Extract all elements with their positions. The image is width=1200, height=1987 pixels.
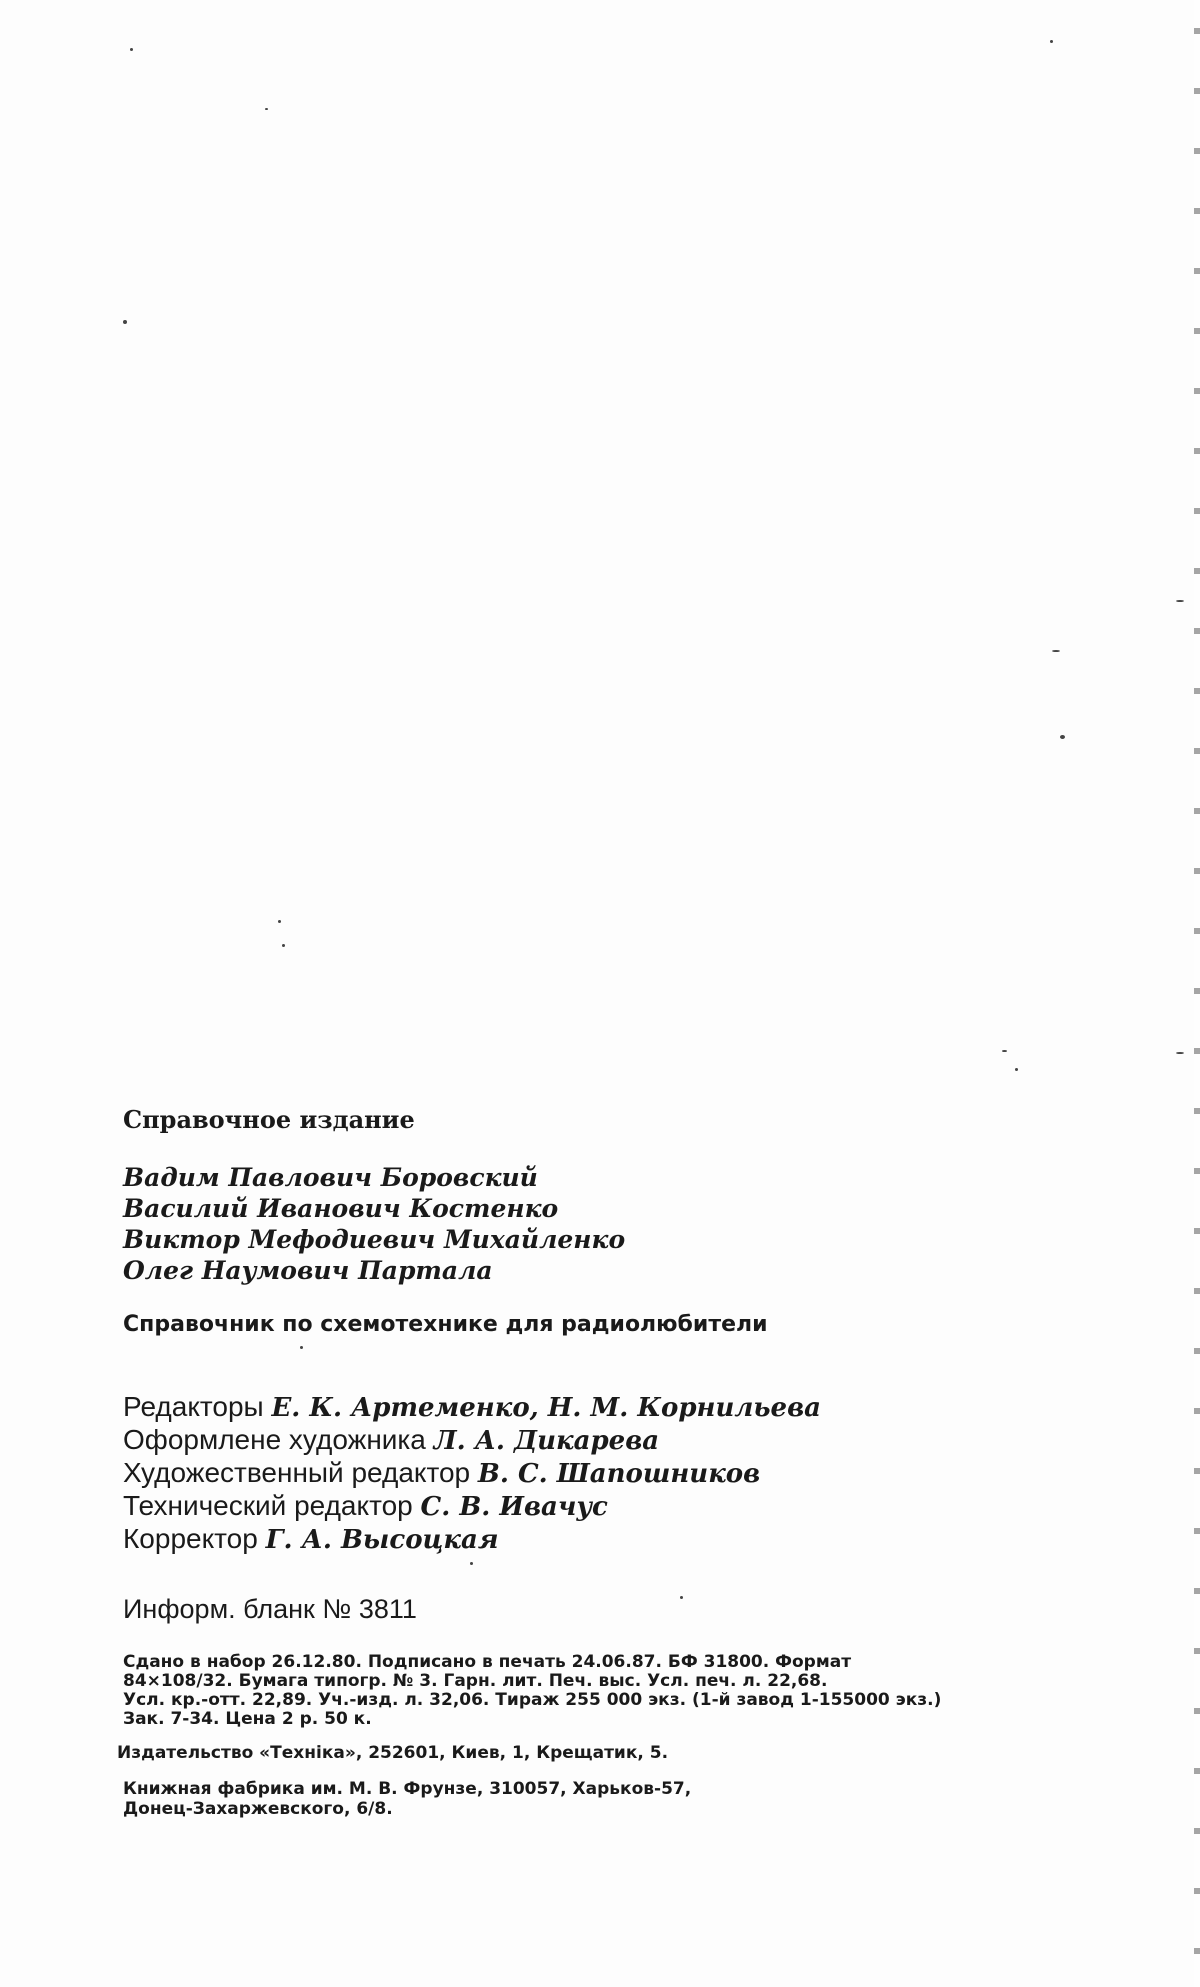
publisher-address: Издательство «Техніка», 252601, Киев, 1, Крещатик, 5. — [117, 1743, 669, 1763]
staff-role: Оформлене художника — [123, 1424, 426, 1455]
publication-details — [123, 1653, 1163, 1729]
page-edge-border — [1194, 0, 1200, 1987]
publication-line: Зак. 7-34. Цена 2 р. 50 к. — [123, 1709, 372, 1729]
author-name: Виктор Мефодиевич Михайленко — [123, 1225, 626, 1254]
imprint-block — [117, 1105, 1173, 1819]
scan-speck — [282, 944, 285, 947]
scan-speck — [1050, 40, 1053, 43]
staff-names: С. В. Ивачус — [420, 1492, 608, 1522]
staff-names: Е. К. Артеменко, Н. М. Корнильева — [271, 1393, 822, 1423]
staff-names: В. С. Шапошников — [477, 1459, 761, 1489]
scan-speck — [1176, 600, 1184, 602]
scan-speck — [1176, 1052, 1184, 1054]
staff-line — [123, 1457, 1173, 1490]
scan-speck — [1052, 650, 1060, 652]
scan-speck — [1015, 1068, 1018, 1071]
publication-line: 84×108/32. Бумага типогр. № 3. Гарн. лит. Печ. выс. Усл. печ. л. 22,68. — [123, 1671, 828, 1691]
authors-list — [123, 1162, 1173, 1286]
scan-speck — [1002, 1050, 1007, 1052]
staff-names: Г. А. Высоцкая — [265, 1525, 499, 1555]
printer-line: Книжная фабрика им. М. В. Фрунзе, 310057, Харьков-57, — [123, 1779, 692, 1799]
inform-blank-number: Информ. бланк № 3811 — [123, 1594, 417, 1624]
scan-speck — [278, 920, 281, 923]
staff-names: Л. А. Дикарева — [433, 1426, 660, 1456]
staff-line — [123, 1391, 1173, 1424]
staff-role: Редакторы — [123, 1391, 264, 1422]
scan-speck — [130, 48, 133, 51]
staff-line — [123, 1523, 1173, 1556]
publication-line: Сдано в набор 26.12.80. Подписано в печать 24.06.87. БФ 31800. Формат — [123, 1652, 852, 1672]
staff-list — [123, 1391, 1173, 1556]
staff-role: Корректор — [123, 1523, 258, 1554]
staff-line — [123, 1424, 1173, 1457]
scan-speck — [123, 320, 127, 324]
staff-line — [123, 1490, 1173, 1523]
book-title: Справочник по схемотехнике для радиолюбители — [123, 1312, 768, 1337]
author-name: Вадим Павлович Боровский — [123, 1163, 538, 1192]
staff-role: Технический редактор — [123, 1490, 413, 1521]
scan-speck — [1060, 735, 1065, 739]
author-name: Олег Наумович Партала — [123, 1256, 493, 1285]
scan-speck — [265, 108, 268, 110]
author-name: Василий Иванович Костенко — [123, 1194, 559, 1223]
printer-line: Донец-Захаржевского, 6/8. — [123, 1799, 393, 1819]
publication-line: Усл. кр.-отт. 22,89. Уч.-изд. л. 32,06. Тираж 255 000 экз. (1-й завод 1-155000 экз.) — [123, 1690, 942, 1710]
publication-kind: Справочное издание — [123, 1105, 415, 1134]
staff-role: Художественный редактор — [123, 1457, 471, 1488]
printer-address — [123, 1779, 1173, 1819]
